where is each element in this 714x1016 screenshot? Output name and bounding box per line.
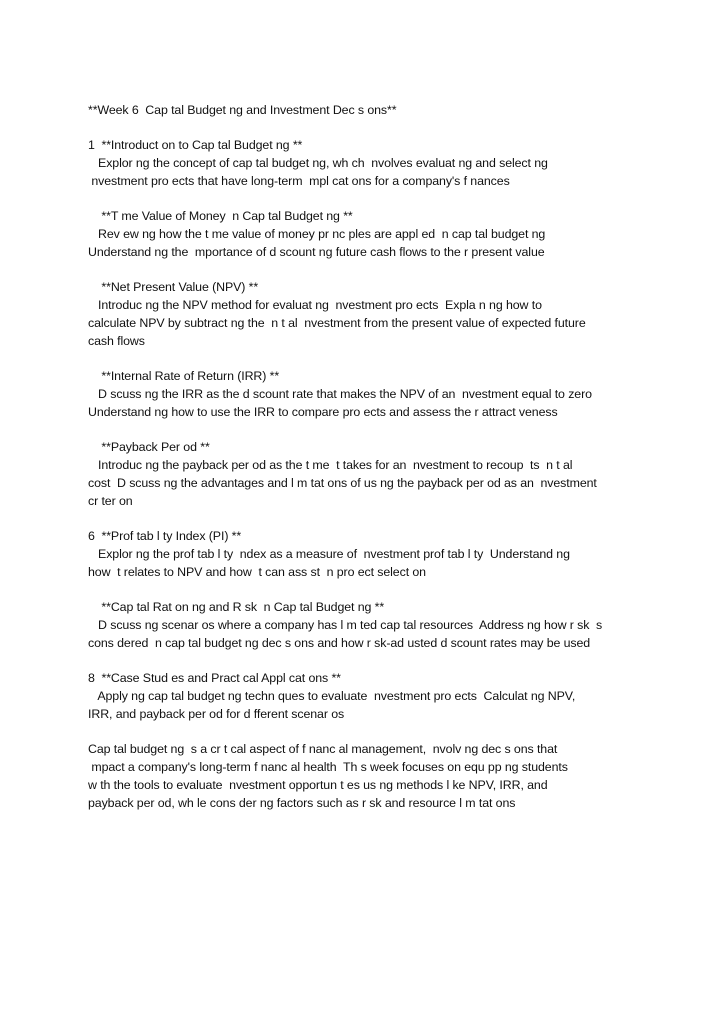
section-1-heading: 1 **Introduct on to Cap tal Budget ng ** (88, 138, 303, 152)
section-3-line-2: calculate NPV by subtract ng the n t al nvestment from the present value of expected future (88, 316, 586, 330)
summary-line-3: w th the tools to evaluate nvestment opportun t es us ng methods l ke NPV, IRR, and (88, 778, 548, 792)
summary-line-4: payback per od, wh le cons der ng factors such as r sk and resource l m tat ons (88, 796, 516, 810)
document-title: **Week 6 Cap tal Budget ng and Investment Dec s ons** (88, 103, 397, 117)
section-7-line-1: D scuss ng scenar os where a company has l m ted cap tal resources Address ng how r sk s (88, 618, 603, 632)
summary-line-2: mpact a company's long-term f nanc al health Th s week focuses on equ pp ng students (88, 760, 568, 774)
section-3-line-1: Introduc ng the NPV method for evaluat ng nvestment pro ects Expla n ng how to (88, 298, 542, 312)
section-1-line-1: Explor ng the concept of cap tal budget ng, wh ch nvolves evaluat ng and select ng (88, 156, 548, 170)
section-3-line-3: cash flows (88, 334, 145, 348)
section-6-heading: 6 **Prof tab l ty Index (PI) ** (88, 529, 242, 543)
section-8-heading: 8 **Case Stud es and Pract cal Appl cat ons ** (88, 671, 341, 685)
summary-line-1: Cap tal budget ng s a cr t cal aspect of f nanc al management, nvolv ng dec s ons that (88, 742, 558, 756)
section-2-line-1: Rev ew ng how the t me value of money pr nc ples are appl ed n cap tal budget ng (88, 227, 546, 241)
section-2-line-2: Understand ng the mportance of d scount ng future cash flows to the r present value (88, 245, 545, 259)
section-1-line-2: nvestment pro ects that have long-term mpl cat ons for a company's f nances (88, 174, 510, 188)
section-3-heading: **Net Present Value (NPV) ** (88, 280, 259, 294)
section-5-heading: **Payback Per od ** (88, 440, 210, 454)
section-5-line-2: cost D scuss ng the advantages and l m tat ons of us ng the payback per od as an nvestment (88, 476, 597, 490)
section-4-heading: **Internal Rate of Return (IRR) ** (88, 369, 280, 383)
section-2-heading: **T me Value of Money n Cap tal Budget ng ** (88, 209, 353, 223)
section-7-heading: **Cap tal Rat on ng and R sk n Cap tal Budget ng ** (88, 600, 385, 614)
section-7-line-2: cons dered n cap tal budget ng dec s ons and how r sk-ad usted d scount rates may be used (88, 636, 591, 650)
section-4-line-2: Understand ng how to use the IRR to compare pro ects and assess the r attract veness (88, 405, 558, 419)
section-8-line-2: IRR, and payback per od for d fferent scenar os (88, 707, 345, 721)
section-6-line-1: Explor ng the prof tab l ty ndex as a measure of nvestment prof tab l ty Understand ng (88, 547, 570, 561)
section-5-line-3: cr ter on (88, 494, 133, 508)
section-5-line-1: Introduc ng the payback per od as the t me t takes for an nvestment to recoup ts n t al (88, 458, 573, 472)
section-4-line-1: D scuss ng the IRR as the d scount rate that makes the NPV of an nvestment equal to zero (88, 387, 592, 401)
section-6-line-2: how t relates to NPV and how t can ass st n pro ect select on (88, 565, 426, 579)
section-8-line-1: Apply ng cap tal budget ng techn ques to evaluate nvestment pro ects Calculat ng NPV, (88, 689, 576, 703)
